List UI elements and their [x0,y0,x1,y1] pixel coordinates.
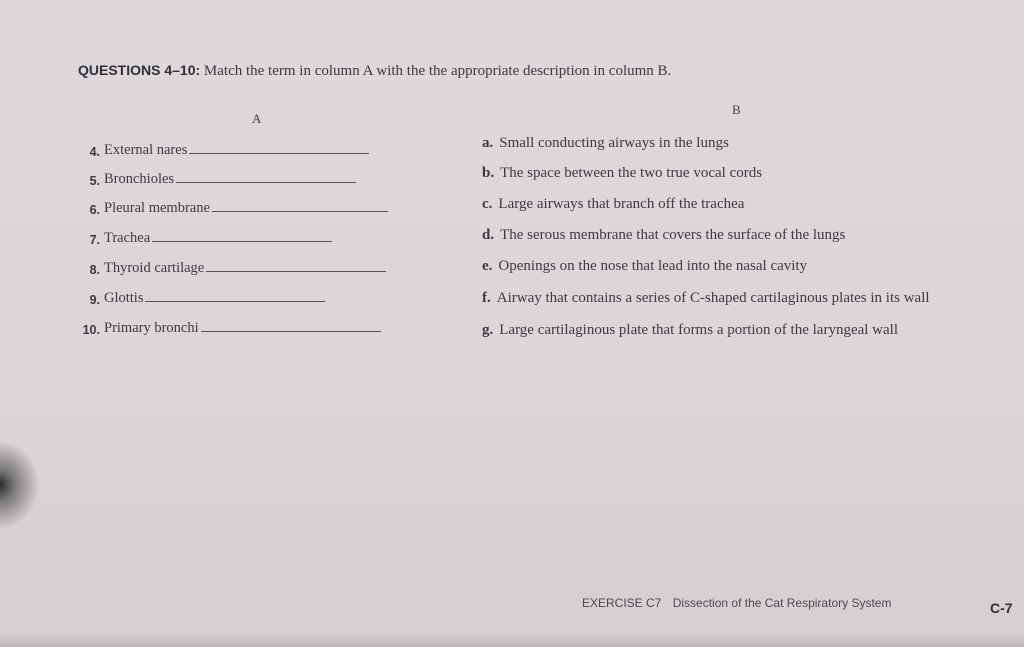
term-number: 8. [89,263,100,277]
description-row [482,322,898,339]
answer-blank[interactable] [189,153,369,154]
term-text: External nares [104,142,188,158]
description-row [482,196,744,213]
questions-label: QUESTIONS 4–10: [78,62,201,78]
description-text: The space between the two true vocal cords [500,165,763,181]
description-letter: d. [482,227,495,243]
answer-blank[interactable] [201,331,381,332]
term-text: Trachea [104,230,151,246]
answer-blank[interactable] [176,182,356,183]
description-letter: f. [482,290,491,306]
term-row [78,257,388,277]
description-text: Airway that contains a series of C-shaped cartilaginous plates in its wall [496,290,930,306]
term-number: 5. [89,174,100,188]
description-row [482,227,845,244]
term-row [78,287,388,307]
answer-blank[interactable] [152,241,332,242]
answer-blank[interactable] [206,271,386,272]
footer-exercise: EXERCISE C7 [582,596,662,610]
footer-title: Dissection of the Cat Respiratory System [672,596,892,610]
description-letter: a. [482,135,494,151]
description-letter: g. [482,322,494,338]
term-text: Thyroid cartilage [104,260,205,276]
term-text: Bronchioles [104,171,175,187]
term-number: 6. [89,203,100,217]
page-footer [582,596,891,610]
description-letter: e. [482,258,493,274]
description-row [482,290,930,307]
term-row [78,197,388,217]
term-row [78,168,388,188]
term-row [78,227,388,247]
term-number: 7. [89,233,100,247]
description-text: Large cartilaginous plate that forms a portion of the laryngeal wall [499,322,899,338]
term-row [78,317,388,337]
questions-header [78,62,671,80]
term-number: 10. [82,323,100,337]
page-bottom-edge [0,633,1024,647]
answer-blank[interactable] [212,211,388,212]
description-text: The serous membrane that covers the surface of the lungs [500,227,846,243]
term-text: Pleural membrane [104,200,210,216]
page-number: C-7 [990,600,1013,616]
term-number: 4. [89,145,100,159]
term-number: 9. [89,293,100,307]
description-row [482,135,729,152]
description-row [482,165,762,182]
description-text: Small conducting airways in the lungs [499,135,729,151]
questions-instruction: Match the term in column A with the the appropriate description in column B. [203,63,672,79]
binder-ring-shadow [0,440,40,530]
column-a-heading: A [252,111,262,126]
term-text: Primary bronchi [104,320,199,336]
description-text: Large airways that branch off the trachea [498,196,745,212]
term-text: Glottis [104,290,144,306]
term-row [78,139,388,159]
answer-blank[interactable] [145,301,325,302]
column-b-heading: B [732,102,741,117]
description-text: Openings on the nose that lead into the nasal cavity [498,258,808,274]
description-row [482,258,807,275]
description-letter: b. [482,165,495,181]
description-letter: c. [482,196,493,212]
